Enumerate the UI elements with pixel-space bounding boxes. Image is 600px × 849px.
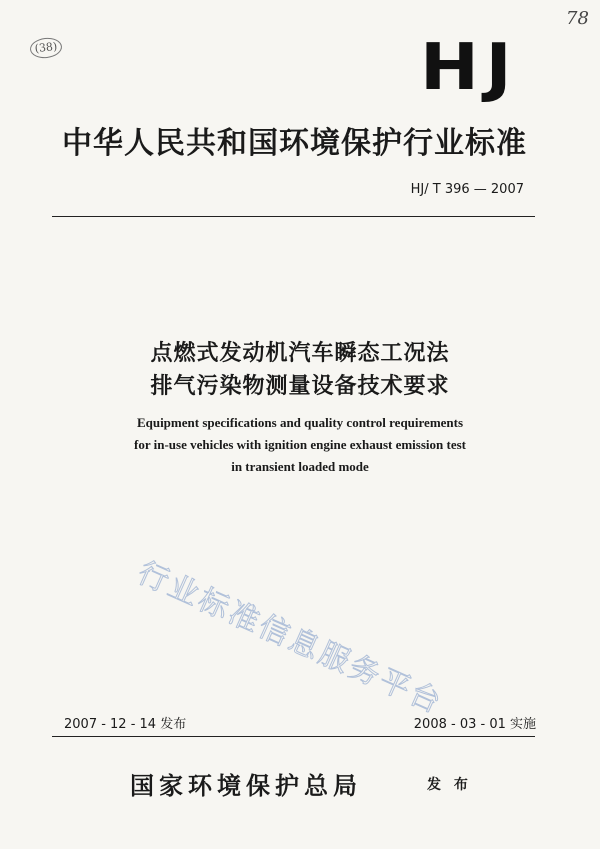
- chinese-title-line-1: 点燃式发动机汽车瞬态工况法: [150, 341, 450, 366]
- standard-code: HJ/ T 396 — 2007: [410, 182, 524, 197]
- top-divider: [52, 216, 535, 217]
- english-title-line-3: in transient loaded mode: [231, 459, 369, 474]
- english-title-line-2: for in-use vehicles with ignition engine exhaust emission test: [134, 437, 466, 452]
- standard-category-title: 中华人民共和国环境保护行业标准: [62, 126, 527, 161]
- publish-label: 发 布: [427, 777, 472, 793]
- issue-date: 2007 - 12 - 14 发布: [64, 717, 187, 732]
- implementation-date: 2008 - 03 - 01 实施: [413, 717, 536, 732]
- handwritten-page-number: 78: [566, 8, 589, 29]
- handwritten-annotation: (38): [29, 36, 63, 59]
- english-title-line-1: Equipment specifications and quality control requirements: [136, 415, 464, 430]
- watermark-text: 行业标准信息服务平台: [132, 555, 449, 722]
- hj-logo: HJ: [420, 31, 519, 105]
- bottom-divider: [52, 736, 535, 737]
- chinese-title-line-2: 排气污染物测量设备技术要求: [150, 374, 450, 399]
- publisher-name: 国家环境保护总局: [130, 771, 362, 800]
